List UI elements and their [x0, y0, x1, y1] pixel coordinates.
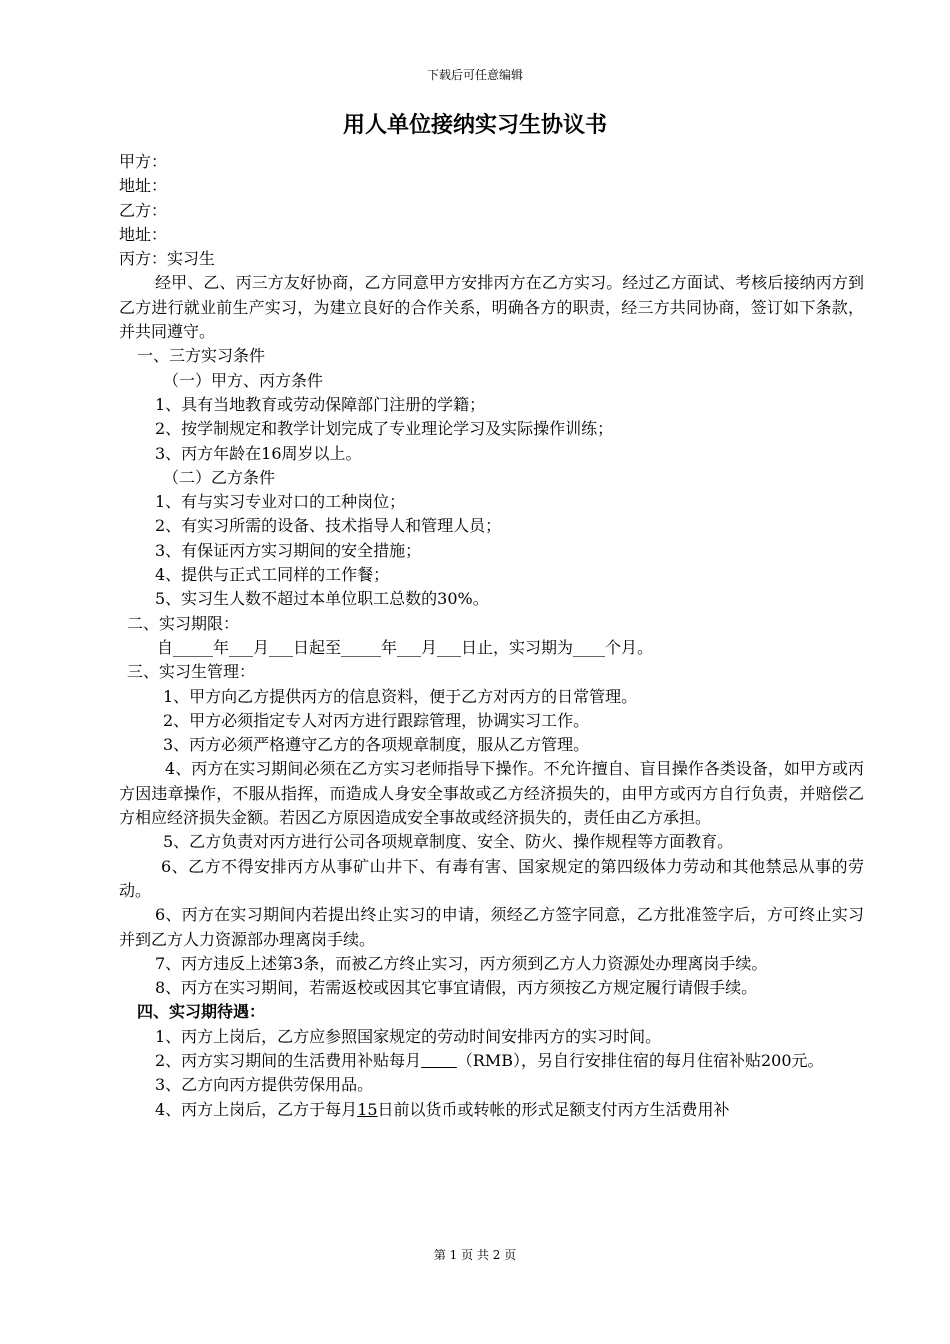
page-header-note: 下载后可任意编辑: [426, 68, 523, 82]
section1-sub1-item: 1、具有当地教育或劳动保障部门注册的学籍；: [155, 394, 486, 414]
allowance-amount-blank: [421, 1051, 457, 1070]
intro-paragraph: 经甲、乙、丙三方友好协商，乙方同意甲方安排丙方在乙方实习。经过乙方面试、考核后接纳丙方到乙方进行就业前生产实习，为建立良好的合作关系，明确各方的职责，经三方共同协商，签订如下条款，并共同遵守。: [119, 273, 864, 342]
payment-text-post: 日前以货币或转帐的形式足额支付丙方生活费用补: [377, 1099, 730, 1119]
section4-item-allowance: [119, 1049, 864, 1073]
page-footer: 第 1 页 共 2 页: [433, 1248, 517, 1262]
section3-item: 1、甲方向乙方提供丙方的信息资料，便于乙方对丙方的日常管理。: [163, 686, 638, 706]
section1-sub1-item: 3、丙方年龄在16周岁以上。: [155, 443, 362, 463]
payment-text-pre: 4、丙方上岗后，乙方于每月: [155, 1099, 358, 1119]
section3-item: 2、甲方必须指定专人对丙方进行跟踪管理，协调实习工作。: [163, 710, 590, 730]
section1-sub1-heading: （一）甲方、丙方条件: [163, 370, 324, 390]
address-a-label: 地址：: [119, 176, 168, 196]
payment-day: 15: [357, 1099, 378, 1119]
section4-item: 1、丙方上岗后，乙方应参照国家规定的劳动时间安排丙方的实习时间。: [155, 1026, 662, 1046]
section2-heading: 二、实习期限：: [127, 613, 240, 633]
section1-sub2-item: 5、实习生人数不超过本单位职工总数的30%。: [155, 589, 489, 609]
section3-item: 4、丙方在实习期间必须在乙方实习老师指导下操作。不允许擅自、盲目操作各类设备，如甲方或丙方因违章操作，不服从指挥，而造成人身安全事故或乙方经济损失的，由甲方或丙方自行负责，并赔偿乙方相应经济损失金额。若因乙方原因造成安全事故或经济损失的，责任由乙方承担。: [119, 759, 864, 828]
section3-item: 7、丙方违反上述第3条，而被乙方终止实习，丙方须到乙方人力资源处办理离岗手续。: [155, 953, 768, 973]
allowance-text-pre: 2、丙方实习期间的生活费用补贴每月: [155, 1050, 422, 1070]
section3-heading: 三、实习生管理：: [127, 662, 256, 682]
section1-sub2-item: 4、提供与正式工同样的工作餐；: [155, 565, 390, 585]
section3-item: 6、乙方不得安排丙方从事矿山井下、有毒有害、国家规定的第四级体力劳动和其他禁忌从事的劳动。: [119, 856, 864, 900]
address-b-label: 地址：: [119, 224, 168, 244]
party-a-label: 甲方：: [119, 152, 168, 171]
party-c-label: 丙方：实习生: [119, 249, 216, 269]
document-title: 用人单位接纳实习生协议书: [342, 112, 607, 138]
allowance-text-post: （RMB），另自行安排住宿的每月住宿补贴200元。: [456, 1050, 824, 1070]
section4-item: 3、乙方向丙方提供劳保用品。: [155, 1075, 374, 1095]
document-body: [119, 150, 864, 1122]
party-b-label: 乙方：: [119, 200, 168, 220]
section3-item: 8、丙方在实习期间，若需返校或因其它事宜请假，丙方须按乙方规定履行请假手续。: [155, 978, 758, 998]
section3-item: 6、丙方在实习期间内若提出终止实习的申请，须经乙方签字同意，乙方批准签字后，方可终止实习并到乙方人力资源部办理离岗手续。: [119, 905, 864, 949]
section1-sub1-item: 2、按学制规定和教学计划完成了专业理论学习及实际操作训练；: [155, 419, 614, 439]
section1-sub2-heading: （二）乙方条件: [163, 467, 276, 487]
section1-heading: 一、三方实习条件: [137, 346, 266, 366]
section1-sub2-item: 1、有与实习专业对口的工种岗位；: [155, 492, 406, 512]
section4-heading: 四、实习期待遇：: [137, 1002, 266, 1022]
section1-sub2-item: 2、有实习所需的设备、技术指导人和管理人员；: [155, 516, 502, 536]
section3-item: 3、丙方必须严格遵守乙方的各项规章制度，服从乙方管理。: [163, 735, 590, 755]
section1-sub2-item: 3、有保证丙方实习期间的安全措施；: [155, 540, 422, 560]
section2-period: 自_____年___月___日起至_____年___月___日止，实习期为____个月。: [157, 637, 654, 657]
section3-item: 5、乙方负责对丙方进行公司各项规章制度、安全、防火、操作规程等方面教育。: [163, 832, 734, 852]
section4-item-payment: [119, 1098, 864, 1122]
